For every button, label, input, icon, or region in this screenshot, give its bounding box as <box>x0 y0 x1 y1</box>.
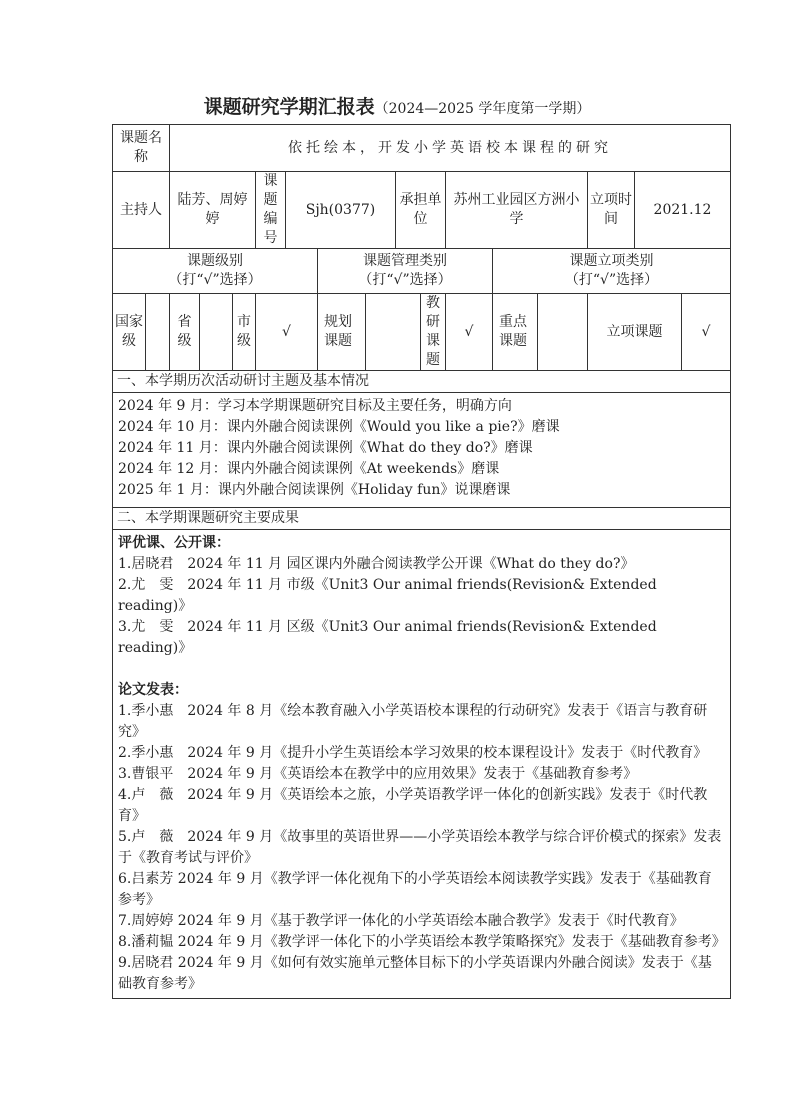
time-value: 2021.12 <box>635 172 731 249</box>
section2-heading: 二、本学期课题研究主要成果 <box>113 508 731 530</box>
setup-header <box>493 249 731 294</box>
option-province-mark[interactable] <box>200 294 233 371</box>
topic-name-value: 依托绘本，开发小学英语校本课程的研究 <box>170 125 731 172</box>
page-title <box>0 92 794 119</box>
option-province-label: 省级 <box>170 294 200 371</box>
manage-hint: （打“√”选择） <box>358 272 452 288</box>
option-national-mark[interactable] <box>146 294 170 371</box>
manage-label: 课题管理类别 <box>363 253 447 269</box>
level-label: 课题级别 <box>187 253 243 269</box>
paper-item: 1.季小惠 2024 年 8 月《绘本教育融入小学英语校本课程的行动研究》发表于《语言与教育研究》 <box>118 703 708 740</box>
code-value: Sjh(0377) <box>286 172 396 249</box>
activity-item: 2024 年 11 月：课内外融合阅读课例《What do they do?》磨课 <box>118 440 533 456</box>
report-table <box>112 124 731 999</box>
option-plan-mark[interactable] <box>366 294 421 371</box>
paper-item: 2.季小惠 2024 年 9 月《提升小学生英语绘本学习效果的校本课程设计》发表于《时代教育》 <box>118 745 708 761</box>
option-key-label: 重点课题 <box>493 294 538 371</box>
host-value: 陆芳、周婷婷 <box>170 172 256 249</box>
unit-label: 承担单位 <box>396 172 446 249</box>
level-header <box>113 249 318 294</box>
lesson-item: 2.尤 雯 2024 年 11 月 市级《Unit3 Our animal friends(Revision& Extended reading)》 <box>118 577 657 614</box>
lesson-item: 3.尤 雯 2024 年 11 月 区级《Unit3 Our animal friends(Revision& Extended reading)》 <box>118 619 657 656</box>
title-main: 课题研究学期汇报表 <box>203 96 375 118</box>
option-research-mark[interactable]: √ <box>446 294 493 371</box>
option-setup-label: 立项课题 <box>588 294 682 371</box>
option-setup-mark[interactable]: √ <box>682 294 731 371</box>
paper-item: 3.曹银平 2024 年 9 月《英语绘本在教学中的应用效果》发表于《基础教育参考》 <box>118 766 638 782</box>
option-key-mark[interactable] <box>538 294 588 371</box>
topic-name-label: 课题名称 <box>113 125 170 172</box>
activity-item: 2024 年 10 月：课内外融合阅读课例《Would you like a pie?》磨课 <box>118 419 560 435</box>
paper-item: 5.卢 薇 2024 年 9 月《故事里的英语世界——小学英语绘本教学与综合评价模式的探索》发表于《教育考试与评价》 <box>118 829 722 866</box>
setup-label: 课题立项类别 <box>569 253 654 269</box>
lesson-item: 1.居晓君 2024 年 11 月 园区课内外融合阅读教学公开课《What do they do?》 <box>118 556 635 572</box>
paper-item: 9.居晓君 2024 年 9 月《如何有效实施单元整体目标下的小学英语课内外融合阅读》发表于《基础教育参考》 <box>118 955 712 992</box>
paper-item: 7.周婷婷 2024 年 9 月《基于教学评一体化的小学英语绘本融合教学》发表于《时代教育》 <box>118 913 684 929</box>
option-research-label: 教研课题 <box>421 294 446 371</box>
option-plan-label: 规划课题 <box>318 294 366 371</box>
activity-item: 2025 年 1 月：课内外融合阅读课例《Holiday fun》说课磨课 <box>118 482 511 498</box>
option-city-mark[interactable]: √ <box>256 294 318 371</box>
option-city-label: 市级 <box>233 294 256 371</box>
spacer <box>118 659 725 680</box>
time-label: 立项时间 <box>588 172 635 249</box>
activity-item: 2024 年 9 月：学习本学期课题研究目标及主要任务，明确方向 <box>118 398 512 414</box>
papers-heading: 论文发表： <box>118 682 188 698</box>
activity-item: 2024 年 12 月：课内外融合阅读课例《At weekends》磨课 <box>118 461 500 477</box>
host-label: 主持人 <box>113 172 170 249</box>
option-national-label: 国家级 <box>113 294 146 371</box>
paper-item: 8.潘莉韫 2024 年 9 月《教学评一体化下的小学英语绘本教学策略探究》发表于《基础教育参考》 <box>118 934 726 950</box>
unit-value: 苏州工业园区方洲小学 <box>446 172 588 249</box>
section1-body <box>113 393 731 508</box>
section1-heading: 一、本学期历次活动研讨主题及基本情况 <box>113 371 731 393</box>
setup-hint: （打“√”选择） <box>564 272 659 288</box>
section2-body <box>113 530 731 999</box>
lessons-heading: 评优课、公开课： <box>118 535 230 551</box>
code-label: 课题编号 <box>256 172 286 249</box>
paper-item: 6.吕素芳 2024 年 9 月《教学评一体化视角下的小学英语绘本阅读教学实践》发表于《基础教育参考》 <box>118 871 712 908</box>
paper-item: 4.卢 薇 2024 年 9 月《英语绘本之旅，小学英语教学评一体化的创新实践》发表于《时代教育》 <box>118 787 708 824</box>
level-hint: （打“√”选择） <box>168 272 262 288</box>
manage-header <box>318 249 493 294</box>
title-sub: （2024—2025 学年度第一学期） <box>374 101 591 117</box>
